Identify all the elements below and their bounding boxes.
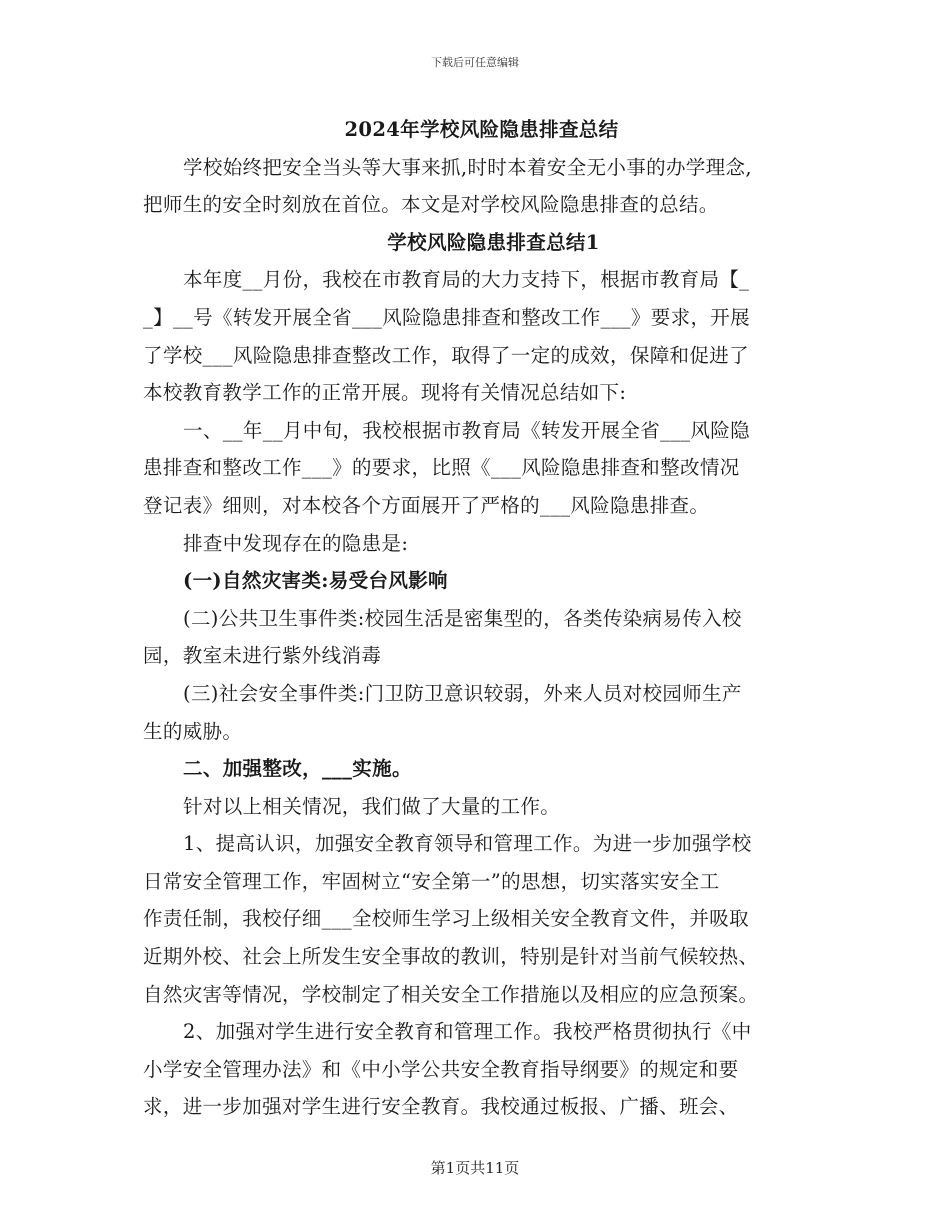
paragraph-line: 一、__年__月中旬，我校根据市教育局《转发开展全省___风险隐 xyxy=(183,418,750,442)
paragraph-line: 本年度__月份，我校在市教育局的大力支持下，根据市教育局【_ xyxy=(183,268,750,292)
document-body xyxy=(143,111,808,1126)
document-title: 2024年学校风险隐患排查总结 xyxy=(344,118,619,141)
paragraph-line: 患排查和整改工作___》的要求，比照《___风险隐患排查和整改情况 xyxy=(143,456,740,480)
paragraph-line: 针对以上相关情况，我们做了大量的工作。 xyxy=(183,794,561,818)
paragraph-line: 排查中发现存在的隐患是: xyxy=(183,531,409,555)
paragraph-line: (三)社会安全事件类:门卫防卫意识较弱，外来人员对校园师生产 xyxy=(183,681,742,705)
paragraph-line: 本校教育教学工作的正常开展。现将有关情况总结如下: xyxy=(143,381,627,405)
paragraph-line: 了学校___风险隐患排查整改工作，取得了一定的成效，保障和促进了 xyxy=(143,343,749,367)
paragraph-line: 把师生的安全时刻放在首位。本文是对学校风险隐患排查的总结。 xyxy=(143,193,719,217)
paragraph-line: 小学安全管理办法》和《中小学公共安全教育指导纲要》的规定和要 xyxy=(143,1057,739,1081)
paragraph-line: 作责任制，我校仔细___全校师生学习上级相关安全教育文件，并吸取 xyxy=(143,907,749,931)
paragraph-line: 1、提高认识，加强安全教育领导和管理工作。为进一步加强学校 xyxy=(183,832,752,856)
paragraph-line: (二)公共卫生事件类:校园生活是密集型的，各类传染病易传入校 xyxy=(183,606,742,630)
paragraph-line: 日常安全管理工作，牢固树立“安全第一”的思想，切实落实安全工 xyxy=(143,869,720,893)
paragraph-line: 求，进一步加强对学生进行安全教育。我校通过板报、广播、班会、 xyxy=(143,1095,739,1119)
paragraph-line: 园，教室未进行紫外线消毒 xyxy=(143,644,382,668)
paragraph-line: 自然灾害等情况，学校制定了相关安全工作措施以及相应的应急预案。 xyxy=(143,982,759,1006)
paragraph-line: 近期外校、社会上所发生安全事故的教训，特别是针对当前气候较热、 xyxy=(143,945,759,969)
paragraph-line: 学校始终把安全当头等大事来抓,时时本着安全无小事的办学理念, xyxy=(183,155,752,179)
page-footer: 第1页共11页 xyxy=(430,1159,520,1177)
paragraph-line: _】__号《转发开展全省___风险隐患排查和整改工作___》要求，开展 xyxy=(143,305,751,329)
hazard-item-heading: (一)自然灾害类:易受台风影响 xyxy=(183,569,448,593)
section-heading: 二、加强整改，___实施。 xyxy=(183,757,412,781)
paragraph-line: 生的威胁。 xyxy=(143,719,243,743)
section-heading: 学校风险隐患排查总结1 xyxy=(387,230,600,254)
paragraph-line: 2、加强对学生进行安全教育和管理工作。我校严格贯彻执行《中 xyxy=(183,1020,752,1044)
paragraph-line: 登记表》细则，对本校各个方面展开了严格的___风险隐患排查。 xyxy=(143,493,710,517)
page-header: 下载后可任意编辑 xyxy=(431,56,519,69)
